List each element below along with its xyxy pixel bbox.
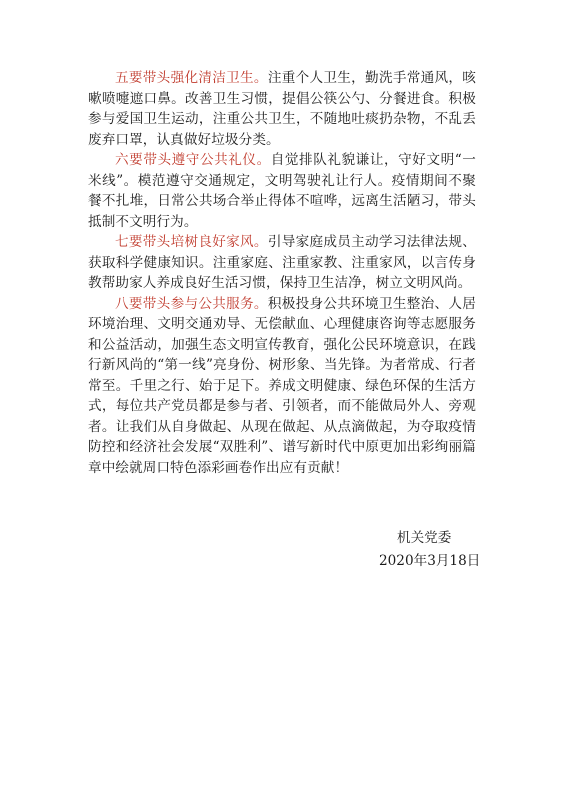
paragraph-8-heading: 八要带头参与公共服务。 [115, 295, 268, 312]
paragraph-7-text: 引导家庭成员主动学习法律法规、获取科学健康知识。注重家庭、注重家教、注重家风，以言传身教帮助家人养成良好生活习惯，保持卫生洁净，树立文明风尚。 [88, 234, 476, 291]
paragraph-6-heading: 六要带头遵守公共礼仪。 [115, 152, 271, 168]
paragraph-7-heading: 七要带头培树良好家风。 [115, 234, 268, 250]
paragraph-8 [88, 294, 476, 479]
document-body [88, 68, 476, 478]
paragraph-5-text: 注重个人卫生，勤洗手常通风，咳嗽喷嚏遮口鼻。改善卫生习惯，提倡公筷公勺、分餐进食。积极参与爱国卫生运动，注重公共卫生，不随地吐痰扔杂物，不乱丢废弃口罩，认真做好垃圾分类。 [88, 70, 476, 148]
paragraph-7 [88, 232, 476, 294]
paragraph-6 [88, 150, 476, 232]
paragraph-8-text: 积极投身公共环境卫生整治、人居环境治理、文明交通劝导、无偿献血、心理健康咨询等志愿服务和公益活动，加强生态文明宣传教育，强化公民环境意识，在践行新风尚的“第一线”亮身份、树形象、当先锋。为者常成、行者常至。千里之行、始于足下。养成文明健康、绿色环保的生活方式，每位共产党员都是参与者、引领者，而不能做局外人、旁观者。让我们从自身做起、从现在做起、从点滴做起，为夺取疫情防控和经济社会发展“双胜利”、谱写新时代中原更加出彩绚丽篇章中绘就周口特色添彩画卷作出应有贡献！ [88, 295, 476, 476]
paragraph-6-text: 自觉排队礼貌谦让，守好文明“一米线”。模范遵守交通规定，文明驾驶礼让行人。疫情期间不聚餐不扎堆，日常公共场合举止得体不喧哗，远离生活陋习，带头抵制不文明行为。 [88, 152, 476, 230]
paragraph-5 [88, 68, 476, 150]
paragraph-5-heading: 五要带头强化清洁卫生。 [115, 70, 268, 86]
signature-date: 2020年3月18日 [379, 553, 481, 569]
signature-organization: 机关党委 [397, 530, 452, 546]
